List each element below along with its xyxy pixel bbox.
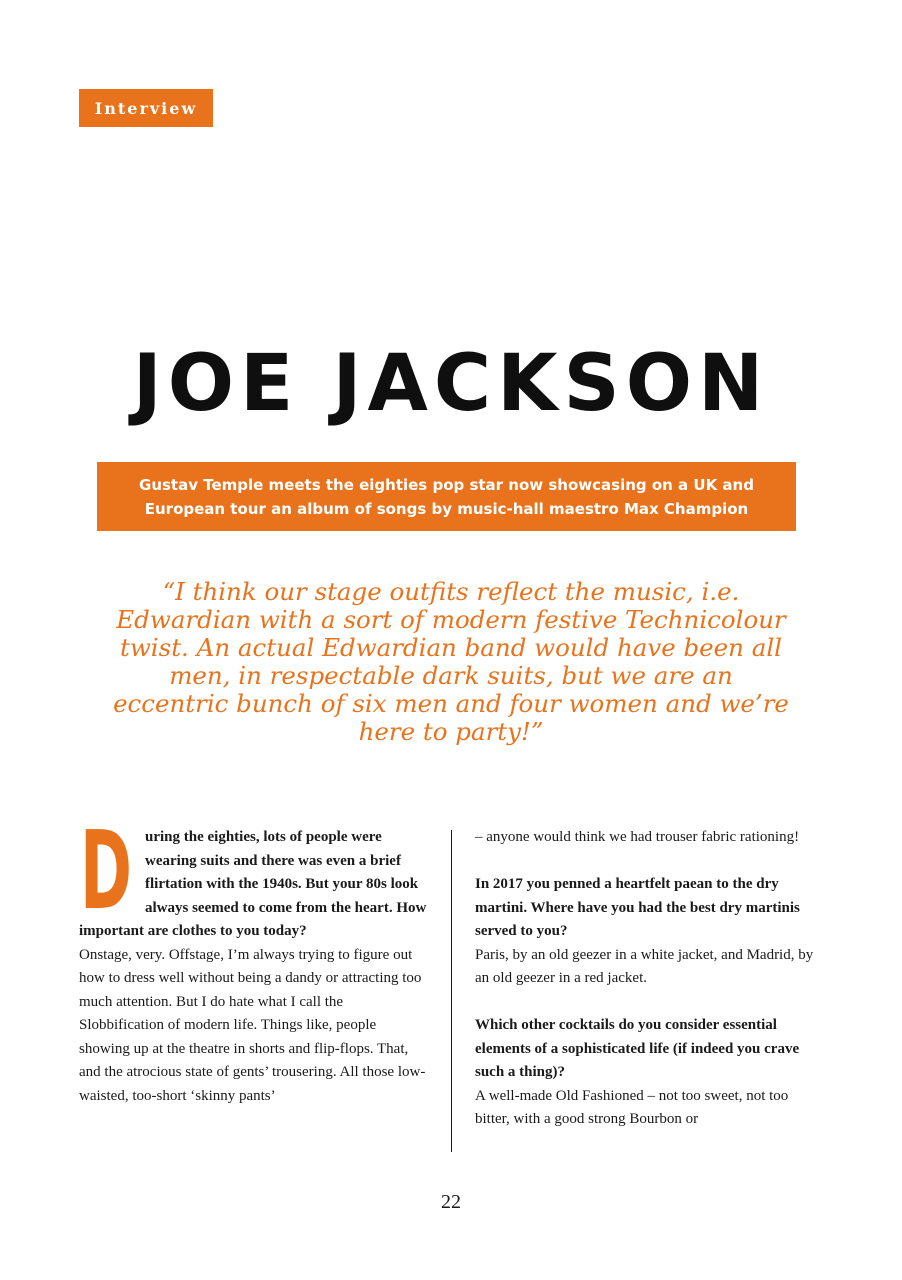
interview-answer: Paris, by an old geezer in a white jacket, and Madrid, by an old geezer in a red jacket. bbox=[475, 946, 814, 986]
interview-question: uring the eighties, lots of people were wearing suits and there was even a brief flirtation with the 1940s. But your 80s look always seemed to come from the heart. How important are clothes to you today? bbox=[79, 829, 427, 939]
standfirst-banner bbox=[97, 462, 796, 531]
interview-question: In 2017 you penned a heartfelt paean to the dry martini. Where have you had the best dry martinis served to you? bbox=[475, 876, 800, 939]
interview-question: Which other cocktails do you consider essential elements of a sophisticated life (if indeed you crave such a thing)? bbox=[475, 1017, 800, 1080]
interview-answer: A well-made Old Fashioned – not too sweet, not too bitter, with a good strong Bourbon or bbox=[475, 1087, 789, 1127]
page-number: 22 bbox=[441, 1191, 461, 1213]
interview-answer-continued: – anyone would think we had trouser fabric rationing! bbox=[475, 829, 800, 845]
interview-answer: Onstage, very. Offstage, I’m always trying to figure out how to dress well without being a dandy or attracting too much attention. But I do hate what I call the Slobbification of modern life. Things like, people showing up at the theatre in shorts and flip-flops. That, and the atrocious state of gents’ trousering. All those low-waisted, too-short ‘skinny pants’ bbox=[79, 946, 426, 1104]
pull-quote: “I think our stage outfits reflect the music, i.e. Edwardian with a sort of modern festive Technicolour twist. An actual Edwardian band would have been all men, in respectable dark suits, but we are an eccentric bunch of six men and four women and we’re here to party!” bbox=[113, 577, 789, 746]
article-title: JOE JACKSON bbox=[132, 339, 770, 429]
drop-cap-glyph bbox=[79, 809, 133, 934]
right-column bbox=[475, 826, 825, 1132]
svg-text:D: D bbox=[80, 809, 132, 934]
drop-cap bbox=[79, 809, 133, 934]
column-divider bbox=[451, 830, 452, 1152]
section-tag: Interview bbox=[79, 89, 213, 127]
left-column bbox=[79, 809, 429, 1108]
standfirst-text: Gustav Temple meets the eighties pop star now showcasing on a UK and European tour an album of songs by music-hall maestro Max Champion bbox=[139, 475, 754, 518]
